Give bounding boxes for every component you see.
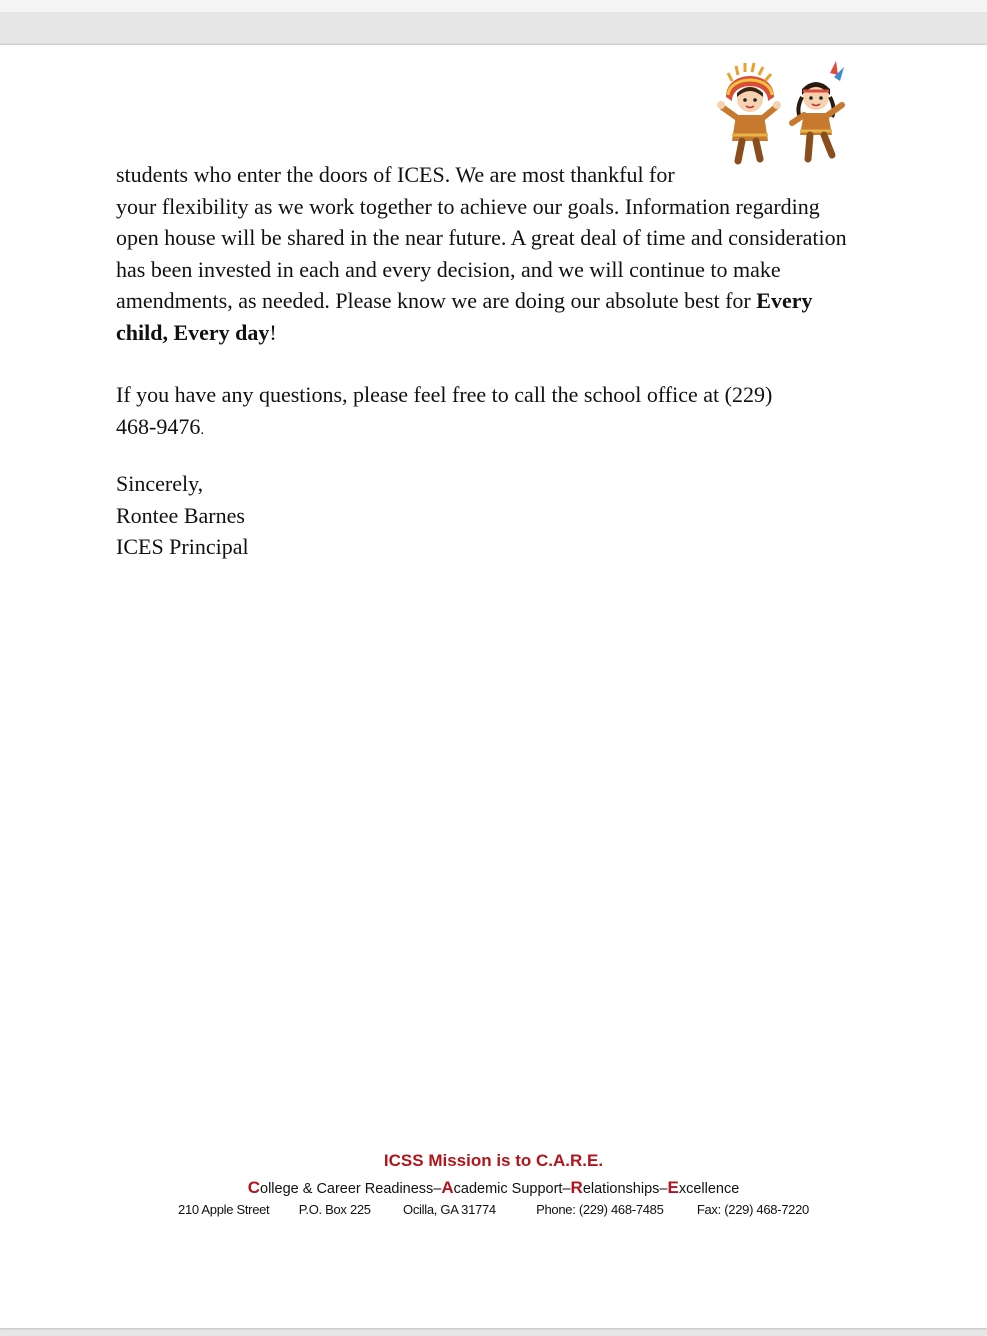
period: . xyxy=(200,421,205,438)
care-initial: E xyxy=(667,1178,679,1197)
paragraph-line xyxy=(116,317,886,349)
paragraph-line: open house will be shared in the near future. A great deal of time and consideration xyxy=(116,225,847,250)
care-word: xcellence xyxy=(678,1181,740,1197)
care-word: ollege & Career Readiness– xyxy=(260,1181,442,1197)
paragraph-line xyxy=(116,285,886,317)
child-with-feather-icon xyxy=(792,61,844,159)
footer-mission: ICSS Mission is to C.A.R.E. xyxy=(383,1151,604,1170)
paragraph-text: amendments, as needed. Please know we are doing our absolute best for xyxy=(116,288,757,313)
office-phone: 468-9476 xyxy=(116,413,201,439)
child-with-headdress-icon xyxy=(717,63,781,161)
care-word: cademic Support– xyxy=(453,1181,571,1197)
paragraph-line: students who enter the doors of ICES. We are most thankful for xyxy=(116,162,675,187)
street-address: 210 Apple Street xyxy=(178,1202,270,1217)
city-state-zip: Ocilla, GA 31774 xyxy=(403,1202,496,1217)
care-initial: A xyxy=(441,1178,454,1197)
fax-number: Fax: (229) 468-7220 xyxy=(696,1202,809,1217)
footer-care-line xyxy=(0,1178,987,1198)
care-word: elationships– xyxy=(582,1181,668,1197)
phone-number: Phone: (229) 468-7485 xyxy=(536,1202,664,1217)
exclamation: ! xyxy=(269,319,277,345)
footer-address-line xyxy=(0,1202,987,1217)
po-box: P.O. Box 225 xyxy=(298,1202,371,1217)
native-american-children-clipart-icon xyxy=(712,59,857,169)
contact-paragraph xyxy=(116,379,886,446)
paragraph-line: your flexibility as we work together to achieve our goals. Information regarding xyxy=(116,193,820,219)
signer-name: Rontee Barnes xyxy=(116,502,245,528)
motto-bold: Every xyxy=(756,288,813,313)
letter-body xyxy=(116,159,886,563)
signer-title: ICES Principal xyxy=(116,534,249,559)
closing-salutation: Sincerely, xyxy=(116,471,204,496)
contact-line xyxy=(116,411,886,447)
care-initial: R xyxy=(570,1178,583,1197)
letter-page xyxy=(0,45,987,1328)
signature-block xyxy=(116,468,886,563)
contact-line: If you have any questions, please feel free to call the school office at (229) xyxy=(116,382,773,407)
motto-bold: child, Every day xyxy=(116,319,270,345)
care-initial: C xyxy=(247,1178,261,1197)
viewer-top-bar xyxy=(0,0,987,12)
paragraph-line: has been invested in each and every decision, and we will continue to make xyxy=(116,256,781,282)
closing-paragraph xyxy=(116,159,886,348)
